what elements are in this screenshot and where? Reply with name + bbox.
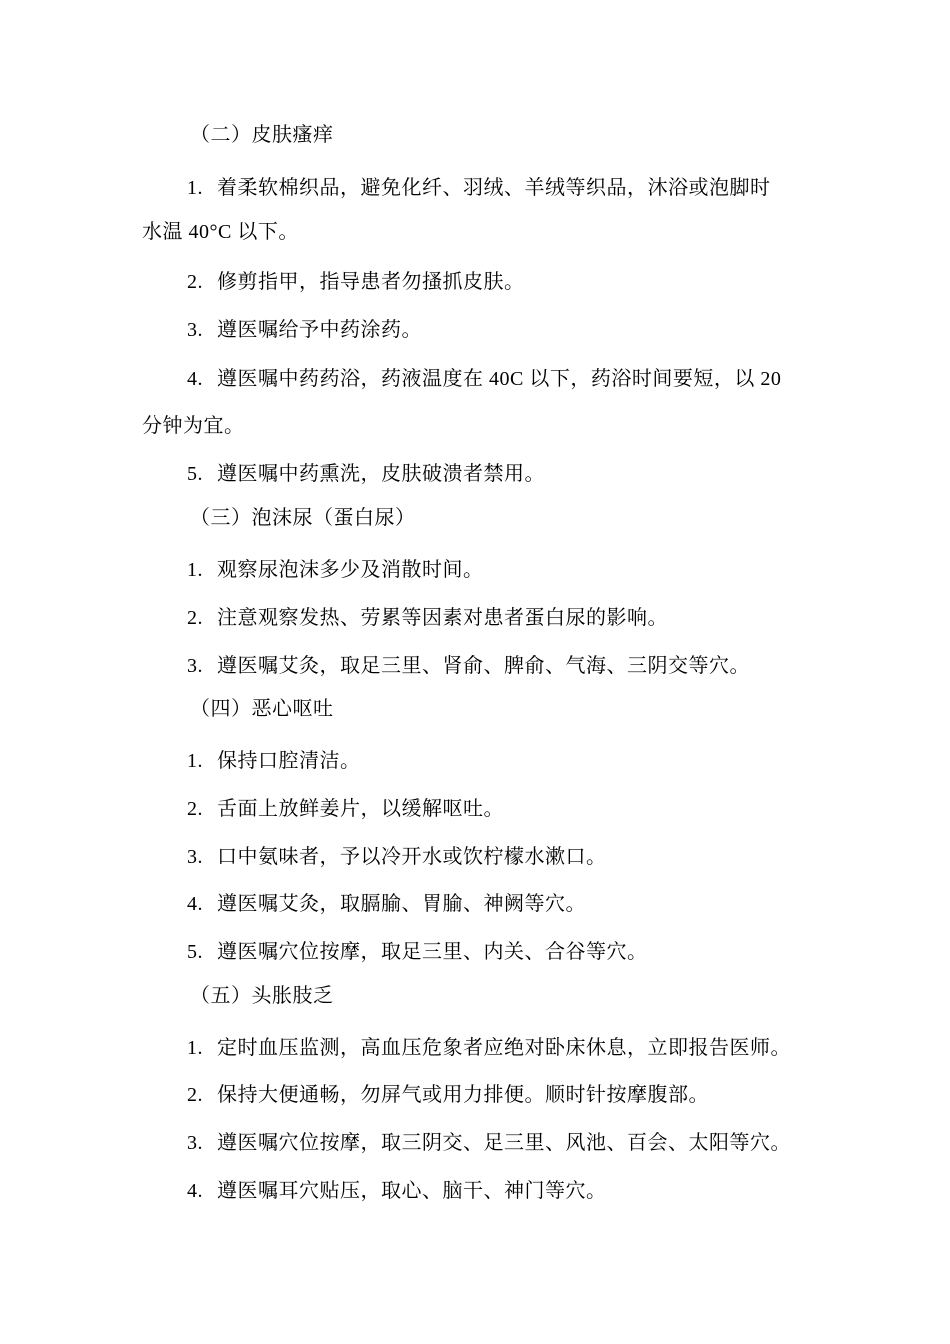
item-number: 5. — [187, 463, 203, 485]
list-item — [187, 939, 648, 965]
section-heading-nausea-vomiting: （四）恶心呕吐 — [190, 698, 334, 720]
section-heading-head-distension: （五）头胀肢乏 — [190, 985, 334, 1007]
item-number: 1. — [187, 177, 203, 199]
item-number: 1. — [187, 750, 203, 772]
item-number: 1. — [187, 559, 203, 581]
item-text: 定时血压监测，高血压危象者应绝对卧床休息，立即报告医师。 — [217, 1037, 791, 1059]
item-continuation: 水温 40°C 以下。 — [142, 221, 299, 243]
item-text: 着柔软棉织品，避免化纤、羽绒、羊绒等织品，沐浴或泡脚时 — [217, 177, 771, 199]
list-item — [187, 366, 781, 392]
item-number: 3. — [187, 655, 203, 677]
item-text: 遵医嘱穴位按摩，取三阴交、足三里、风池、百会、太阳等穴。 — [217, 1132, 791, 1154]
list-item — [187, 891, 586, 917]
item-text: 口中氨味者，予以冷开水或饮柠檬水漱口。 — [217, 846, 607, 868]
item-number: 4. — [187, 893, 203, 915]
item-text: 遵医嘱艾灸，取足三里、肾俞、脾俞、气海、三阴交等穴。 — [217, 655, 750, 677]
item-text: 遵医嘱中药熏洗，皮肤破溃者禁用。 — [217, 463, 545, 485]
item-text: 舌面上放鲜姜片，以缓解呕吐。 — [217, 798, 504, 820]
list-item — [187, 653, 750, 679]
list-item — [187, 461, 545, 487]
list-item — [187, 269, 525, 295]
list-item — [187, 557, 484, 583]
section-heading-skin-itching: （二）皮肤瘙痒 — [190, 124, 334, 146]
item-number: 3. — [187, 1132, 203, 1154]
item-number: 2. — [187, 798, 203, 820]
item-text: 修剪指甲，指导患者勿搔抓皮肤。 — [217, 271, 525, 293]
list-item — [187, 1082, 709, 1108]
list-item — [187, 796, 504, 822]
item-number: 1. — [187, 1037, 203, 1059]
item-continuation: 分钟为宜。 — [142, 415, 245, 437]
item-number: 2. — [187, 271, 203, 293]
item-text: 遵医嘱中药药浴，药液温度在 40C 以下，药浴时间要短，以 20 — [217, 368, 782, 390]
list-item — [187, 1035, 791, 1061]
item-text: 遵医嘱给予中药涂药。 — [217, 319, 422, 341]
item-number: 5. — [187, 941, 203, 963]
item-number: 2. — [187, 1084, 203, 1106]
list-item — [187, 748, 361, 774]
list-item — [187, 175, 771, 201]
list-item — [187, 844, 607, 870]
item-text: 遵医嘱艾灸，取膈腧、胃腧、神阙等穴。 — [217, 893, 586, 915]
item-number: 3. — [187, 319, 203, 341]
item-text: 遵医嘱穴位按摩，取足三里、内关、合谷等穴。 — [217, 941, 648, 963]
item-text: 保持大便通畅，勿屏气或用力排便。顺时针按摩腹部。 — [217, 1084, 709, 1106]
item-number: 3. — [187, 846, 203, 868]
item-number: 4. — [187, 1180, 203, 1202]
list-item — [187, 605, 668, 631]
item-text: 遵医嘱耳穴贴压，取心、脑干、神门等穴。 — [217, 1180, 607, 1202]
list-item — [187, 1130, 791, 1156]
item-number: 4. — [187, 368, 203, 390]
list-item — [187, 317, 422, 343]
item-text: 注意观察发热、劳累等因素对患者蛋白尿的影响。 — [217, 607, 668, 629]
item-number: 2. — [187, 607, 203, 629]
list-item — [187, 1178, 607, 1204]
section-heading-foamy-urine: （三）泡沫尿（蛋白尿） — [190, 507, 416, 529]
item-text: 观察尿泡沫多少及消散时间。 — [217, 559, 484, 581]
item-text: 保持口腔清洁。 — [217, 750, 361, 772]
